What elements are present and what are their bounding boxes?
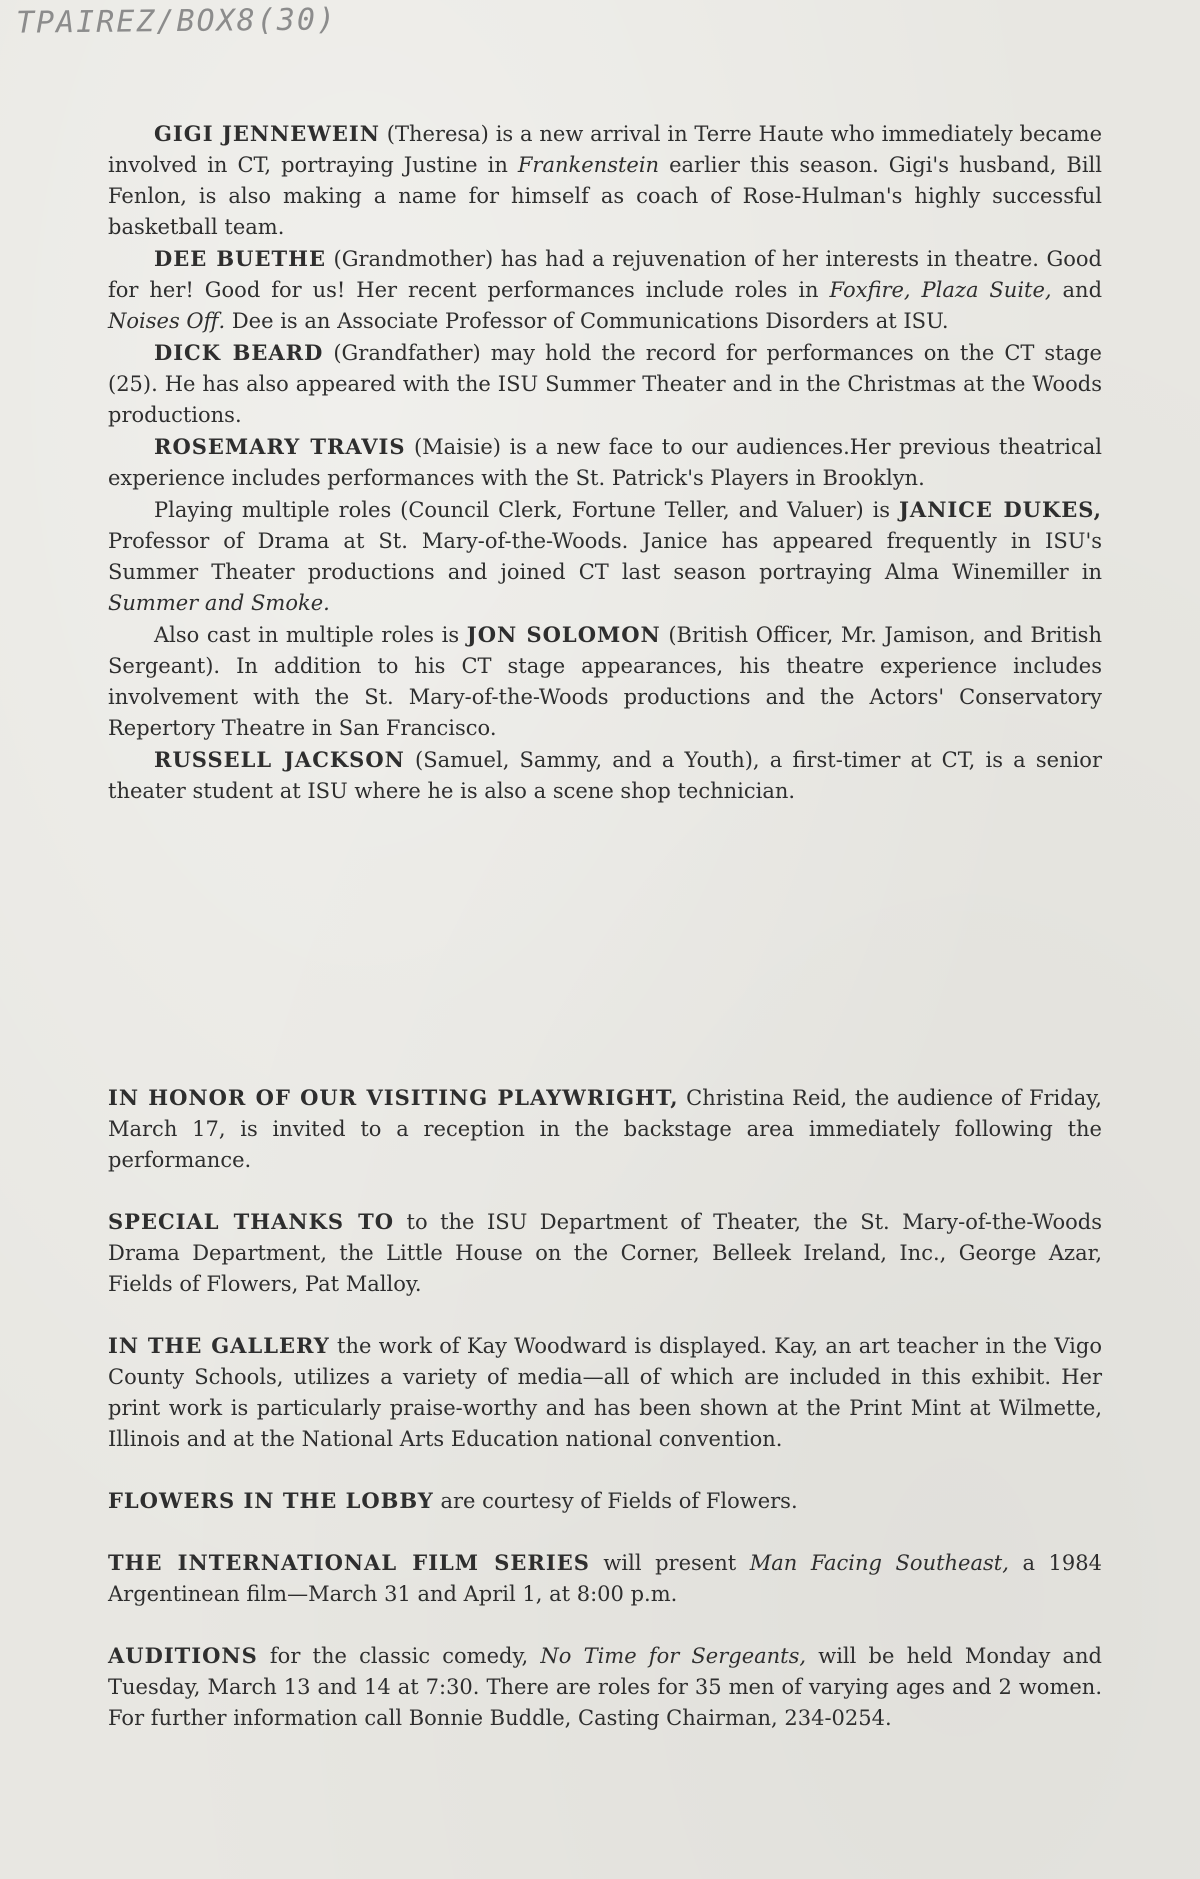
cast-bios-section <box>108 118 1102 807</box>
notice-italic-title: No Time for Sergeants, <box>540 1644 807 1668</box>
bio-text: Professor of Drama at St. Mary-of-the-Woods. Janice has appeared frequently in ISU's Summer Theater productions and joined CT last season portraying Alma Winemiller in <box>108 529 1102 584</box>
bio-text: (Maisie) is a new face to our audiences.Her previous theatrical experience includes performances with the St. Patrick's Players in Brooklyn. <box>108 435 1102 490</box>
bio-name: RUSSELL JACKSON <box>154 747 405 772</box>
notice-heading: SPECIAL THANKS TO <box>108 1209 395 1234</box>
notice-paragraph <box>108 1485 1102 1517</box>
bio-paragraph <box>108 118 1102 243</box>
bio-paragraph <box>108 243 1102 337</box>
notice-text: Christina Reid, the audience of Friday, March 17, is invited to a reception in the backstage area immediately following the performance. <box>108 1086 1102 1172</box>
notice-italic-title: Man Facing Southeast, <box>749 1551 1009 1575</box>
bio-name: DICK BEARD <box>154 340 324 365</box>
handwritten-archive-note: TPAIREZ/BOX8(30) <box>15 2 338 41</box>
bio-text: earlier this season. Gigi's husband, Bill Fenlon, is also making a name for himself as coach of Rose-Hulman's highly successful basketball team. <box>108 153 1102 239</box>
bio-name: JANICE DUKES, <box>898 497 1102 522</box>
notice-text: will present <box>589 1551 750 1575</box>
bio-name: DEE BUETHE <box>154 246 326 271</box>
notice-heading: IN THE GALLERY <box>108 1333 330 1358</box>
bio-text: (Samuel, Sammy, and a Youth), a first-timer at CT, is a senior theater student at ISU where he is also a scene shop technician. <box>108 748 1102 803</box>
notice-text: will be held Monday and Tuesday, March 13 and 14 at 7:30. There are roles for 35 men of varying ages and 2 women. For further information call Bonnie Buddle, Casting Chairman, 234-0254. <box>108 1644 1102 1730</box>
bio-name: JON SOLOMON <box>466 622 661 647</box>
bio-paragraph <box>108 431 1102 494</box>
notice-paragraph <box>108 1082 1102 1176</box>
bio-text: (Theresa) is a new arrival in Terre Haute who immediately became involved in CT, portraying Justine in <box>108 122 1102 177</box>
bio-paragraph <box>108 744 1102 807</box>
bio-text: and <box>1051 278 1103 302</box>
bio-italic-title: Noises Off. <box>108 309 226 333</box>
notice-heading: FLOWERS IN THE LOBBY <box>108 1488 434 1513</box>
bio-paragraph <box>108 337 1102 431</box>
bio-name: GIGI JENNEWEIN <box>154 121 380 146</box>
notice-text: to the ISU Department of Theater, the St. Mary-of-the-Woods Drama Department, the Little House on the Corner, Belleek Ireland, Inc., George Azar, Fields of Flowers, Pat Malloy. <box>108 1210 1102 1296</box>
notice-text: the work of Kay Woodward is displayed. Kay, an art teacher in the Vigo County Schools, utilizes a variety of media—all of which are included in this exhibit. Her print work is particularly praise-worthy and has been shown at the Print Mint at Wilmette, Illinois and at the National Arts Education national convention. <box>108 1334 1102 1451</box>
notice-paragraph <box>108 1640 1102 1734</box>
notice-paragraph <box>108 1330 1102 1455</box>
bio-lead-text: Also cast in multiple roles is <box>154 623 467 647</box>
notice-text: for the classic comedy, <box>257 1644 541 1668</box>
notice-text: are courtesy of Fields of Flowers. <box>433 1489 798 1513</box>
bio-paragraph <box>108 619 1102 744</box>
notice-paragraph <box>108 1206 1102 1300</box>
bio-text: Dee is an Associate Professor of Communications Disorders at ISU. <box>225 309 949 333</box>
bio-italic-title: Frankenstein <box>517 153 660 177</box>
bio-italic-title: Summer and Smoke. <box>108 591 330 615</box>
notice-text: a 1984 Argentinean film—March 31 and April 1, at 8:00 p.m. <box>108 1551 1102 1606</box>
bio-text: (Grandmother) has had a rejuvenation of her interests in theatre. Good for her! Good for us! Her recent performances include roles in <box>108 247 1102 302</box>
bio-lead-text: Playing multiple roles (Council Clerk, Fortune Teller, and Valuer) is <box>154 498 899 522</box>
bio-paragraph <box>108 494 1102 619</box>
notice-heading: IN HONOR OF OUR VISITING PLAYWRIGHT, <box>108 1085 679 1110</box>
bio-text: (British Officer, Mr. Jamison, and British Sergeant). In addition to his CT stage appearances, his theatre experience includes involvement with the St. Mary-of-the-Woods productions and the Actors' Conservatory Repertory Theatre in San Francisco. <box>108 623 1102 740</box>
bio-italic-title: Foxfire, Plaza Suite, <box>829 278 1052 302</box>
bio-name: ROSEMARY TRAVIS <box>154 434 406 459</box>
notices-section <box>108 1082 1102 1764</box>
notice-heading: THE INTERNATIONAL FILM SERIES <box>108 1550 590 1575</box>
notice-heading: AUDITIONS <box>108 1643 258 1668</box>
bio-text: (Grandfather) may hold the record for performances on the CT stage (25). He has also appeared with the ISU Summer Theater and in the Christmas at the Woods productions. <box>108 341 1102 427</box>
notice-paragraph <box>108 1547 1102 1610</box>
